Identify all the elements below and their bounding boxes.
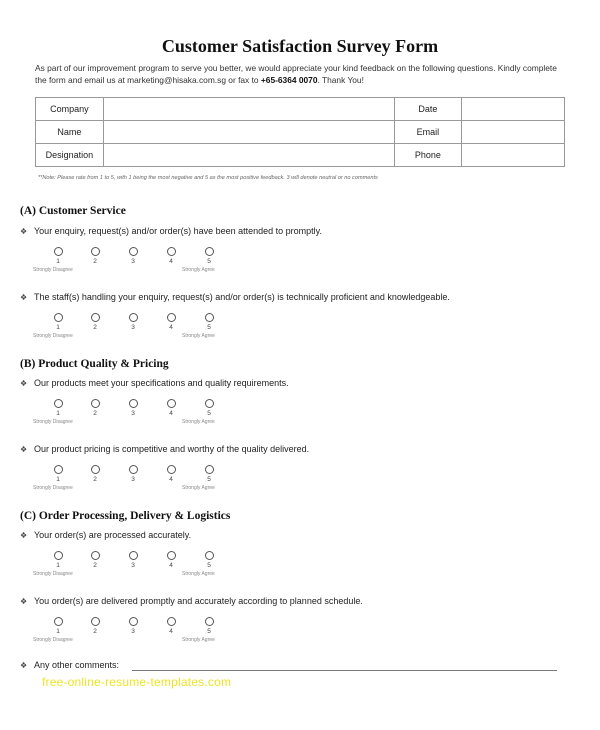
radio-circle-icon[interactable] [54, 465, 63, 474]
radio-circle-icon[interactable] [129, 313, 138, 322]
radio-circle-icon[interactable] [129, 551, 138, 560]
scale-low-label: Strongly Disagree [33, 485, 73, 491]
rating-option-3[interactable] [123, 465, 143, 483]
question-text: Our product pricing is competitive and worthy of the quality delivered. [34, 444, 310, 454]
rating-note: **Note: Please rate from 1 to 5, with 1 being the most negative and 5 as the most positive feedback. 3 will denote neutral or no comments [38, 175, 378, 181]
radio-circle-icon[interactable] [205, 247, 214, 256]
comments-label: Any other comments: [34, 660, 120, 670]
table-row [36, 121, 565, 144]
radio-circle-icon[interactable] [205, 551, 214, 560]
intro-text: As part of our improvement program to serve you better, we would appreciate your kind feedback on the following questions. Kindly complete the form and email us at marketing@hisaka.com.sg or fax to [35, 63, 557, 85]
radio-circle-icon[interactable] [205, 617, 214, 626]
rating-option-3[interactable] [123, 313, 143, 331]
comments-field[interactable] [132, 670, 557, 671]
rating-scale-b1 [0, 399, 600, 431]
rating-option-1[interactable] [48, 399, 68, 417]
rating-number: 1 [56, 562, 60, 569]
scale-high-label: Strongly Agree [182, 485, 215, 491]
company-field[interactable] [103, 98, 394, 121]
rating-option-3[interactable] [123, 247, 143, 265]
rating-option-2[interactable] [85, 465, 105, 483]
scale-high-label: Strongly Agree [182, 333, 215, 339]
question-c2 [20, 596, 363, 606]
section-heading-a: (A) Customer Service [20, 205, 126, 217]
rating-number: 4 [169, 410, 173, 417]
designation-label: Designation [36, 144, 104, 167]
question-b1 [20, 378, 289, 388]
rating-number: 3 [131, 476, 135, 483]
email-field[interactable] [462, 121, 565, 144]
scale-low-label: Strongly Disagree [33, 333, 73, 339]
rating-number: 3 [131, 258, 135, 265]
question-text: You order(s) are delivered promptly and accurately according to planned schedule. [34, 596, 363, 606]
question-text: Your enquiry, request(s) and/or order(s) have been attended to promptly. [34, 226, 322, 236]
radio-circle-icon[interactable] [205, 399, 214, 408]
fax-number: +65-6364 0070 [260, 75, 318, 85]
rating-option-1[interactable] [48, 313, 68, 331]
rating-number: 5 [207, 258, 211, 265]
rating-option-5[interactable] [199, 551, 219, 569]
radio-circle-icon[interactable] [54, 247, 63, 256]
radio-circle-icon[interactable] [91, 617, 100, 626]
rating-number: 1 [56, 476, 60, 483]
rating-number: 3 [131, 410, 135, 417]
scale-high-label: Strongly Agree [182, 637, 215, 643]
phone-label: Phone [394, 144, 462, 167]
question-text: The staff(s) handling your enquiry, request(s) and/or order(s) is technically proficient and knowledgeable. [34, 292, 450, 302]
rating-number: 4 [169, 258, 173, 265]
diamond-bullet-icon: ❖ [20, 661, 28, 670]
radio-circle-icon[interactable] [91, 313, 100, 322]
radio-circle-icon[interactable] [129, 247, 138, 256]
rating-number: 5 [207, 324, 211, 331]
form-title: Customer Satisfaction Survey Form [161, 36, 439, 56]
rating-number: 4 [169, 476, 173, 483]
radio-circle-icon[interactable] [205, 465, 214, 474]
rating-number: 3 [131, 628, 135, 635]
question-c1 [20, 530, 191, 540]
date-label: Date [394, 98, 462, 121]
section-heading-b: (B) Product Quality & Pricing [20, 358, 169, 370]
question-text: Your order(s) are processed accurately. [34, 530, 192, 540]
scale-low-label: Strongly Disagree [33, 571, 73, 577]
rating-option-5[interactable] [199, 617, 219, 635]
rating-number: 5 [207, 628, 211, 635]
question-text: Our products meet your specifications and quality requirements. [34, 378, 289, 388]
rating-number: 5 [207, 410, 211, 417]
scale-high-label: Strongly Agree [182, 419, 215, 425]
rating-option-3[interactable] [123, 617, 143, 635]
rating-number: 3 [131, 562, 135, 569]
company-label: Company [36, 98, 104, 121]
radio-circle-icon[interactable] [54, 399, 63, 408]
rating-option-5[interactable] [199, 247, 219, 265]
rating-option-2[interactable] [85, 617, 105, 635]
diamond-bullet-icon: ❖ [20, 227, 28, 236]
scale-high-label: Strongly Agree [182, 571, 215, 577]
scale-low-label: Strongly Disagree [33, 637, 73, 643]
intro-paragraph [35, 62, 565, 86]
diamond-bullet-icon: ❖ [20, 379, 28, 388]
rating-scale-a1 [0, 247, 600, 279]
radio-circle-icon[interactable] [205, 313, 214, 322]
name-label: Name [36, 121, 104, 144]
name-field[interactable] [103, 121, 394, 144]
phone-field[interactable] [462, 144, 565, 167]
table-row [36, 98, 565, 121]
radio-circle-icon[interactable] [167, 313, 176, 322]
rating-option-2[interactable] [85, 551, 105, 569]
radio-circle-icon[interactable] [167, 617, 176, 626]
rating-number: 1 [56, 324, 60, 331]
rating-option-5[interactable] [199, 465, 219, 483]
designation-field[interactable] [103, 144, 394, 167]
rating-number: 2 [93, 628, 97, 635]
rating-option-4[interactable] [161, 617, 181, 635]
rating-option-1[interactable] [48, 247, 68, 265]
comments-row [20, 660, 119, 670]
rating-number: 2 [93, 258, 97, 265]
date-field[interactable] [462, 98, 565, 121]
rating-number: 3 [131, 324, 135, 331]
rating-option-4[interactable] [161, 247, 181, 265]
diamond-bullet-icon: ❖ [20, 531, 28, 540]
rating-option-2[interactable] [85, 399, 105, 417]
rating-scale-a2 [0, 313, 600, 345]
rating-number: 1 [56, 258, 60, 265]
scale-low-label: Strongly Disagree [33, 267, 73, 273]
rating-number: 5 [207, 476, 211, 483]
email-label: Email [394, 121, 462, 144]
section-heading-c: (C) Order Processing, Delivery & Logistics [20, 510, 231, 522]
rating-option-5[interactable] [199, 313, 219, 331]
scale-high-label: Strongly Agree [182, 267, 215, 273]
rating-option-4[interactable] [161, 399, 181, 417]
rating-option-4[interactable] [161, 313, 181, 331]
rating-number: 2 [93, 562, 97, 569]
question-b2 [20, 444, 309, 454]
rating-option-4[interactable] [161, 465, 181, 483]
radio-circle-icon[interactable] [167, 399, 176, 408]
diamond-bullet-icon: ❖ [20, 597, 28, 606]
diamond-bullet-icon: ❖ [20, 293, 28, 302]
rating-option-2[interactable] [85, 247, 105, 265]
rating-number: 4 [169, 324, 173, 331]
radio-circle-icon[interactable] [54, 551, 63, 560]
rating-number: 5 [207, 562, 211, 569]
rating-number: 4 [169, 628, 173, 635]
rating-option-4[interactable] [161, 551, 181, 569]
diamond-bullet-icon: ❖ [20, 445, 28, 454]
rating-number: 1 [56, 410, 60, 417]
radio-circle-icon[interactable] [91, 465, 100, 474]
contact-info-table [35, 97, 565, 167]
rating-option-5[interactable] [199, 399, 219, 417]
radio-circle-icon[interactable] [91, 399, 100, 408]
scale-low-label: Strongly Disagree [33, 419, 73, 425]
watermark: free-online-resume-templates.com [42, 675, 232, 689]
radio-circle-icon[interactable] [129, 617, 138, 626]
radio-circle-icon[interactable] [54, 617, 63, 626]
radio-circle-icon[interactable] [129, 399, 138, 408]
table-row [36, 144, 565, 167]
rating-number: 2 [93, 476, 97, 483]
rating-option-3[interactable] [123, 551, 143, 569]
rating-number: 4 [169, 562, 173, 569]
rating-scale-c2 [0, 617, 600, 649]
question-a1 [20, 226, 322, 236]
question-a2 [20, 292, 450, 302]
radio-circle-icon[interactable] [167, 465, 176, 474]
radio-circle-icon[interactable] [167, 247, 176, 256]
rating-option-3[interactable] [123, 399, 143, 417]
rating-scale-b2 [0, 465, 600, 497]
rating-number: 2 [93, 324, 97, 331]
rating-option-1[interactable] [48, 617, 68, 635]
rating-scale-c1 [0, 551, 600, 583]
rating-number: 1 [56, 628, 60, 635]
radio-circle-icon[interactable] [54, 313, 63, 322]
intro-thanks: . Thank You! [317, 75, 364, 85]
radio-circle-icon[interactable] [167, 551, 176, 560]
radio-circle-icon[interactable] [91, 551, 100, 560]
rating-option-1[interactable] [48, 551, 68, 569]
radio-circle-icon[interactable] [91, 247, 100, 256]
radio-circle-icon[interactable] [129, 465, 138, 474]
rating-number: 2 [93, 410, 97, 417]
rating-option-2[interactable] [85, 313, 105, 331]
rating-option-1[interactable] [48, 465, 68, 483]
